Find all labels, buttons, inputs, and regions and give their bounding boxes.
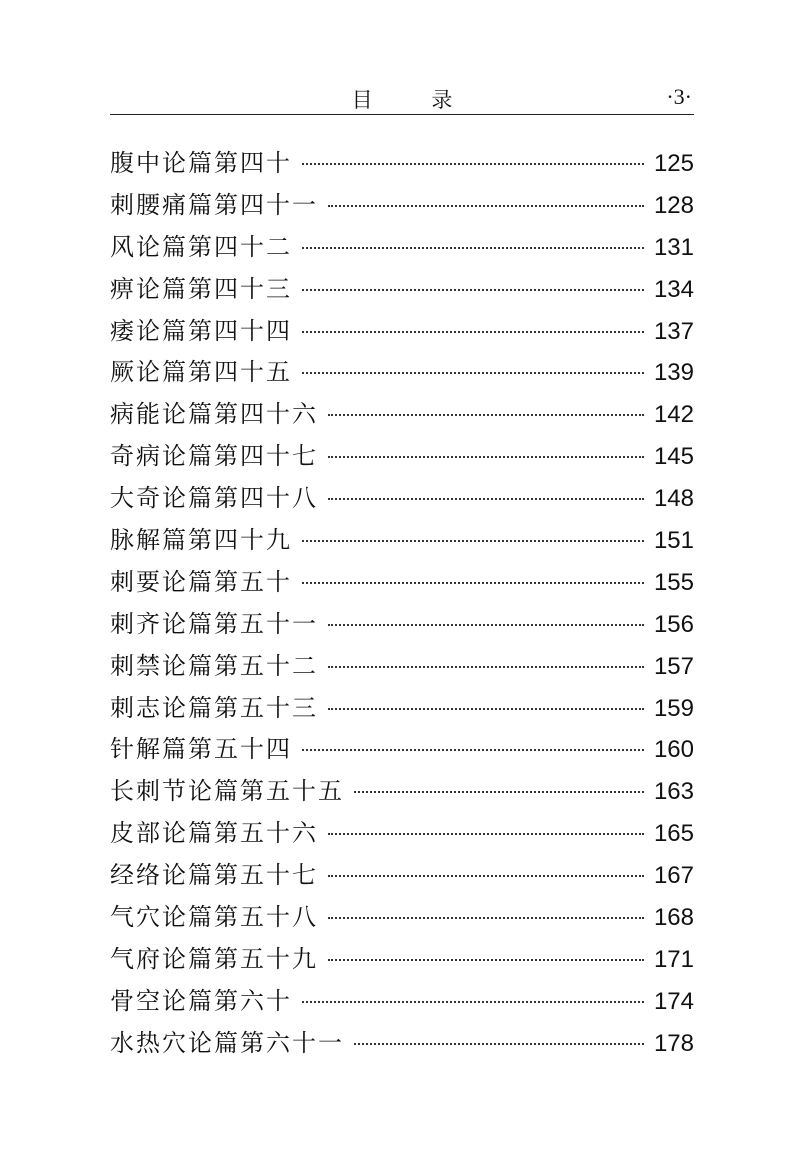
page-title: 目 录	[351, 88, 479, 112]
dot-leader	[302, 372, 644, 374]
dot-leader	[328, 875, 644, 877]
entry-title: 气穴论篇第五十八	[110, 903, 318, 932]
toc-entry[interactable]	[110, 269, 694, 311]
entry-title: 针解篇第五十四	[110, 735, 292, 764]
toc-entry[interactable]	[110, 227, 694, 269]
toc-entry[interactable]	[110, 939, 694, 981]
entry-page-number: 125	[653, 150, 694, 177]
table-of-contents	[110, 143, 694, 1065]
toc-entry[interactable]	[110, 604, 694, 646]
entry-title: 经络论篇第五十七	[110, 861, 318, 890]
dot-leader	[328, 708, 644, 710]
toc-entry[interactable]	[110, 813, 694, 855]
toc-entry[interactable]	[110, 855, 694, 897]
dot-leader	[354, 1043, 644, 1045]
entry-title: 刺志论篇第五十三	[110, 693, 318, 722]
entry-page-number: 168	[653, 904, 694, 932]
entry-title: 大奇论篇第四十八	[110, 484, 318, 513]
dot-leader	[328, 498, 644, 500]
toc-entry[interactable]	[110, 688, 694, 730]
dot-leader	[302, 1001, 644, 1003]
entry-page-number: 139	[653, 359, 694, 387]
toc-entry[interactable]	[110, 394, 694, 436]
dot-leader	[354, 791, 644, 793]
toc-entry[interactable]	[110, 143, 694, 185]
dot-leader	[328, 205, 644, 207]
dot-leader	[328, 666, 644, 668]
entry-title: 刺腰痛篇第四十一	[110, 190, 318, 219]
toc-entry[interactable]	[110, 562, 694, 604]
entry-title: 骨空论篇第六十	[110, 986, 292, 1015]
dot-leader	[302, 247, 644, 249]
toc-entry[interactable]	[110, 185, 694, 227]
entry-title: 病能论篇第四十六	[110, 400, 318, 429]
entry-title: 长刺节论篇第五十五	[110, 777, 344, 806]
toc-entry[interactable]	[110, 646, 694, 688]
entry-title: 痹论篇第四十三	[110, 274, 292, 303]
entry-title: 刺禁论篇第五十二	[110, 651, 318, 680]
dot-leader	[302, 749, 644, 751]
page-number: ·3·	[666, 84, 692, 109]
entry-title: 皮部论篇第五十六	[110, 819, 318, 848]
dot-leader	[328, 833, 644, 835]
dot-leader	[302, 289, 644, 291]
toc-entry[interactable]	[110, 771, 694, 813]
toc-entry[interactable]	[110, 352, 694, 394]
entry-page-number: 148	[653, 485, 694, 513]
entry-title: 腹中论篇第四十	[110, 149, 292, 177]
dot-leader	[328, 624, 644, 626]
entry-page-number: 159	[653, 694, 694, 722]
entry-page-number: 174	[653, 987, 694, 1015]
entry-page-number: 167	[653, 862, 694, 890]
entry-page-number: 145	[653, 443, 694, 471]
entry-page-number: 134	[653, 275, 694, 303]
dot-leader	[328, 959, 644, 961]
toc-entry[interactable]	[110, 478, 694, 520]
entry-title: 脉解篇第四十九	[110, 526, 292, 555]
toc-entry[interactable]	[110, 520, 694, 562]
toc-entry[interactable]	[110, 311, 694, 353]
toc-entry[interactable]	[110, 1023, 694, 1065]
entry-title: 气府论篇第五十九	[110, 944, 318, 973]
entry-title: 风论篇第四十二	[110, 232, 292, 261]
dot-leader	[328, 917, 644, 919]
entry-page-number: 142	[653, 401, 694, 429]
dot-leader	[302, 331, 644, 333]
dot-leader	[302, 540, 644, 542]
dot-leader	[302, 582, 644, 584]
entry-page-number: 165	[653, 820, 694, 848]
entry-page-number: 178	[653, 1029, 694, 1057]
entry-page-number: 160	[653, 736, 694, 764]
entry-page-number: 155	[653, 568, 694, 596]
toc-entry[interactable]	[110, 436, 694, 478]
dot-leader	[328, 414, 644, 416]
dot-leader	[328, 456, 644, 458]
entry-page-number: 163	[653, 778, 694, 806]
toc-entry[interactable]	[110, 981, 694, 1023]
entry-title: 痿论篇第四十四	[110, 316, 292, 345]
entry-title: 厥论篇第四十五	[110, 358, 292, 387]
entry-title: 水热穴论篇第六十一	[110, 1028, 344, 1057]
toc-entry[interactable]	[110, 897, 694, 939]
entry-page-number: 171	[653, 945, 694, 973]
toc-entry[interactable]	[110, 729, 694, 771]
entry-page-number: 128	[653, 191, 694, 219]
page-header	[110, 80, 694, 115]
entry-title: 刺要论篇第五十	[110, 567, 292, 596]
entry-title: 刺齐论篇第五十一	[110, 609, 318, 638]
entry-page-number: 157	[653, 652, 694, 680]
dot-leader	[302, 163, 644, 165]
entry-page-number: 131	[653, 233, 694, 261]
entry-page-number: 156	[653, 610, 694, 638]
entry-page-number: 151	[653, 527, 694, 555]
entry-title: 奇病论篇第四十七	[110, 442, 318, 471]
entry-page-number: 137	[653, 317, 694, 345]
